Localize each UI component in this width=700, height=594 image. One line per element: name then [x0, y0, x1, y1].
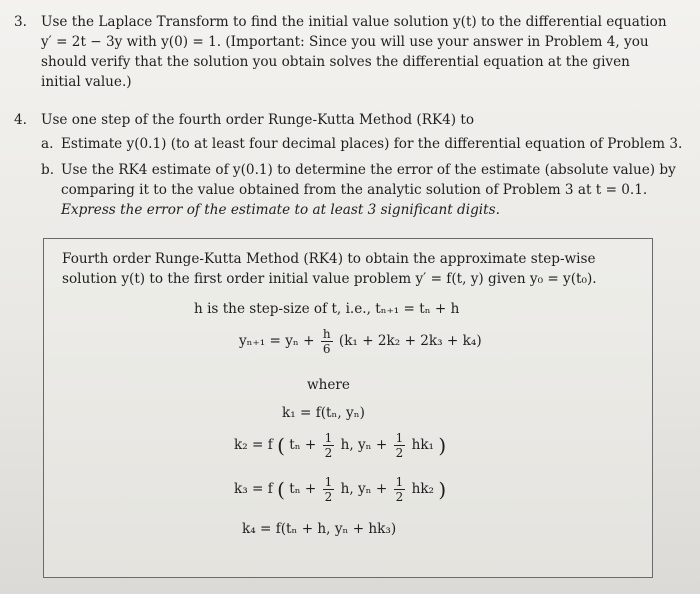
fraction-denominator: 2: [324, 446, 333, 460]
rk4-description-line: Fourth order Runge-Kutta Method (RK4) to obtain the approximate step-wise: [62, 251, 596, 267]
problem-4b-line: Use the RK4 estimate of y(0.1) to determine the error of the estimate (absolute value) by: [61, 162, 676, 178]
k3-term-mid: h, yₙ +: [340, 481, 388, 497]
k4-formula: k₄ = f(tₙ + h, yₙ + hk₃): [242, 521, 397, 537]
problem-4-intro: [41, 110, 681, 130]
fraction-denominator: 2: [395, 446, 404, 460]
fraction-numerator: 1: [395, 475, 404, 489]
k1-formula: k₁ = f(tₙ, yₙ): [282, 405, 365, 421]
problem-4b-line: Express the error of the estimate to at least 3 significant digits.: [61, 202, 500, 218]
right-paren: ): [438, 433, 447, 458]
h-over-6-fraction: [321, 327, 333, 356]
k3-term-end: hk₂: [411, 481, 435, 497]
fraction-numerator: 1: [324, 431, 333, 445]
problem-3-number: 3.: [14, 14, 27, 30]
k2-prefix: k₂ = f: [234, 437, 273, 453]
rk4-description-line: solution y(t) to the first order initial value problem y′ = f(t, y) given y₀ = y(t₀).: [62, 271, 597, 287]
half-fraction: [394, 431, 406, 460]
fraction-numerator: h: [322, 327, 331, 341]
where-label: where: [307, 377, 350, 393]
k3-prefix: k₃ = f: [234, 481, 273, 497]
rk4-update-formula: [239, 327, 482, 356]
problem-3-line: Use the Laplace Transform to find the initial value solution y(t) to the differential equation: [41, 14, 667, 30]
k2-term-mid: h, yₙ +: [340, 437, 388, 453]
fraction-numerator: 1: [324, 475, 333, 489]
problem-4b-line: comparing it to the value obtained from the analytic solution of Problem 3 at t = 0.1.: [61, 182, 648, 198]
left-paren: (: [277, 477, 285, 502]
problem-3-line: should verify that the solution you obtain solves the differential equation at the given: [41, 54, 630, 70]
k2-term-a: tₙ +: [289, 437, 317, 453]
problem-3-line: initial value.): [41, 74, 132, 90]
problem-3-line: y′ = 2t − 3y with y(0) = 1. (Important: Since you will use your answer in Problem 4, you: [41, 34, 649, 50]
k3-formula: [234, 475, 446, 504]
right-paren: ): [438, 477, 447, 502]
fraction-denominator: 2: [395, 490, 404, 504]
k2-term-end: hk₁: [411, 437, 435, 453]
step-size-line: h is the step-size of t, i.e., tₙ₊₁ = tₙ + h: [194, 301, 460, 317]
problem-4a-label: a.: [41, 136, 54, 152]
problem-4b-text: [61, 160, 676, 220]
rk4-description: [62, 249, 597, 289]
left-paren: (: [277, 433, 285, 458]
update-rhs: (k₁ + 2k₂ + 2k₃ + k₄): [338, 333, 482, 349]
fraction-numerator: 1: [395, 431, 404, 445]
problem-4b-label: b.: [41, 162, 55, 178]
problem-3-text: [41, 12, 681, 92]
half-fraction: [323, 431, 335, 460]
update-lhs: yₙ₊₁ = yₙ +: [239, 333, 315, 349]
problem-4a-text: Estimate y(0.1) (to at least four decimal places) for the differential equation of Problem 3.: [61, 136, 683, 152]
problem-4-intro-text: Use one step of the fourth order Runge-Kutta Method (RK4) to: [41, 112, 475, 128]
rk4-method-box: [43, 238, 653, 578]
half-fraction: [323, 475, 335, 504]
k3-term-a: tₙ +: [289, 481, 317, 497]
problem-4-number: 4.: [14, 112, 27, 128]
k2-formula: [234, 431, 446, 460]
fraction-denominator: 6: [322, 342, 331, 356]
half-fraction: [394, 475, 406, 504]
fraction-denominator: 2: [324, 490, 333, 504]
